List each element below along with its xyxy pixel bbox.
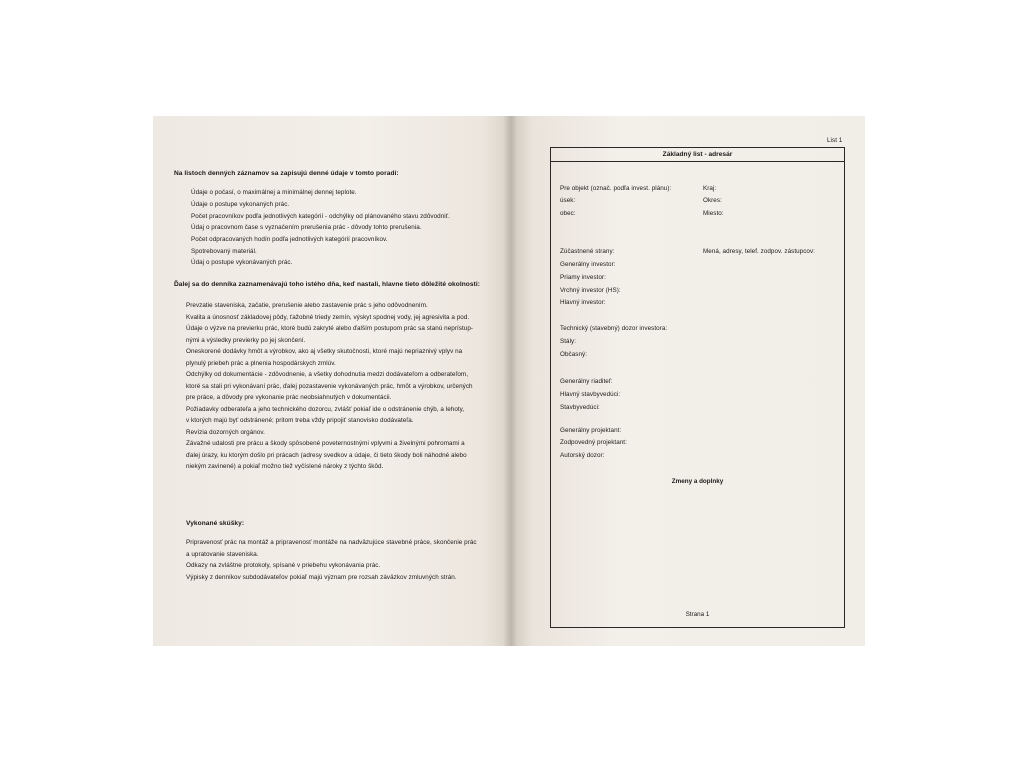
list-item: Počet pracovníkov podľa jednotlivých kategórií - odchýlky od plánovaného stavu zdôvodniť. (191, 213, 450, 220)
list-item: nými a výsledky previerky po jej skončení. (186, 337, 306, 344)
field-label: Generálny riaditeľ: (560, 378, 613, 385)
list-item: a upratovanie staveniska. (186, 551, 259, 558)
left-heading-daily-records: Na listoch denných záznamov sa zapisujú denné údaje v tomto poradí: (174, 170, 399, 177)
list-item: Údaje o postupe vykonaných prác. (191, 201, 290, 208)
list-item: Údaj o postupe vykonávaných prác. (191, 259, 293, 266)
list-item: Údaj o pracovnom čase s vyznačením prerušenia prác - dôvody tohto prerušenia. (191, 224, 422, 231)
book-gutter-shadow (503, 116, 517, 646)
field-label: Stavbyvedúci: (560, 404, 600, 411)
form-title-row (551, 148, 844, 162)
list-item: Oneskorené dodávky hmôt a výrobkov, ako aj všetky skutočnosti, ktoré majú nepriaznivý vplyv na (186, 348, 463, 355)
sheet-number: List 1 (827, 137, 843, 144)
left-page (153, 116, 511, 646)
field-label: obec: (560, 210, 576, 217)
field-label: Okres: (703, 197, 722, 204)
list-item: Údaje o počasí, o maximálnej a minimálnej dennej teplote. (191, 189, 357, 196)
field-label: Mená, adresy, telef. zodpov. zástupcov: (703, 248, 815, 255)
list-item: Výpisky z denníkov subdodávateľov pokiaľ majú význam pre rozsah záväzkov zmluvných strán. (186, 574, 457, 581)
field-label: Hlavný stavbyvedúci: (560, 391, 621, 398)
list-item: plynulý priebeh prác a plnenia hospodárskych zmlúv. (186, 360, 336, 367)
field-label: Technický (stavebný) dozor investora: (560, 325, 668, 332)
field-label: Zúčastnené strany: (560, 248, 615, 255)
field-label: Generálny investor: (560, 261, 616, 268)
form-title: Základný list - adresár (662, 151, 733, 158)
left-heading-important-circumstances: Ďalej sa do denníka zaznamenávajú toho istého dňa, keď nastali, hlavne tieto dôležité okolnosti: (174, 281, 480, 288)
field-label: Generálny projektant: (560, 427, 622, 434)
field-label: Pre objekt (označ. podľa invest. plánu): (560, 185, 672, 192)
list-item: v ktorých majú byť odstránené; pritom treba vždy pripojiť stanovisko dodávateľa. (186, 417, 414, 424)
list-item: Kvalita a únosnosť základovej pôdy, ťažobné triedy zemín, výskyt spodnej vody, jej agresivita a pod. (186, 314, 470, 321)
list-item: Pripravenosť prác na montáž a pripravenosť montáže na nadväzujúce stavebné práce, skončenie prác (186, 539, 477, 546)
field-label: Kraj: (703, 185, 717, 192)
field-label: Miesto: (703, 210, 724, 217)
list-item: Prevzatie staveniska, začatie, prerušenie alebo zastavenie prác s jeho odôvodnením. (186, 302, 428, 309)
list-item: Závažné udalosti pre prácu a škody spôsobené poveternostnými vplyvmi a živelnými pohromami a (186, 440, 465, 447)
list-item: Spotrebovaný materiál. (191, 248, 257, 255)
field-label: Autorský dozor: (560, 452, 605, 459)
field-label: Priamy investor: (560, 274, 606, 281)
field-label: Občasný: (560, 351, 587, 358)
list-item: Požiadavky odberateľa a jeho technického dozorcu, zvlášť pokiaľ ide o odstránenie chýb, a lehoty, (186, 406, 465, 413)
list-item: Odchýlky od dokumentácie - zdôvodnenie, a všetky dohodnutia medzi dodávateľom a odberateľom, (186, 371, 469, 378)
list-item: ďalej úrazy, ku ktorým došlo pri prácach (adresy svedkov a údaje, či tieto škody boli náhodné alebo (186, 452, 467, 459)
list-item: Počet odpracovaných hodín podľa jednotlivých kategórií pracovníkov. (191, 236, 388, 243)
field-label: Stály: (560, 338, 577, 345)
field-label: úsek: (560, 197, 576, 204)
open-booklet (153, 116, 865, 646)
list-item: niekým zavinené) a pokiaľ možno tiež vyčíslené nároky z týchto škôd. (186, 463, 384, 470)
changes-heading: Zmeny a doplnky (671, 478, 724, 485)
list-item: Údaje o výzve na previerku prác, ktoré budú zakryté alebo ďalším postupom prác sa stanú neprístup- (186, 325, 474, 332)
list-item: pre práce, a dôvody pre vykonanie prác neobsiahnutých v dokumentácii. (186, 394, 392, 401)
left-heading-tests: Vykonané skúšky: (186, 520, 245, 527)
list-item: Odkazy na zvláštne protokoly, spísané v priebehu vykonávania prác. (186, 562, 381, 569)
field-label: Zodpovedný projektant: (560, 439, 627, 446)
list-item: Revízia dozorných orgánov. (186, 429, 265, 436)
list-item: ktoré sa stali pri vykonávaní prác, ďalej pozastavenie vykonávaných prác, hmôt a výrobkov, určených (186, 383, 473, 390)
page-footer: Strana 1 (685, 611, 710, 618)
field-label: Vrchný investor (HS): (560, 287, 621, 294)
field-label: Hlavný investor: (560, 299, 606, 306)
